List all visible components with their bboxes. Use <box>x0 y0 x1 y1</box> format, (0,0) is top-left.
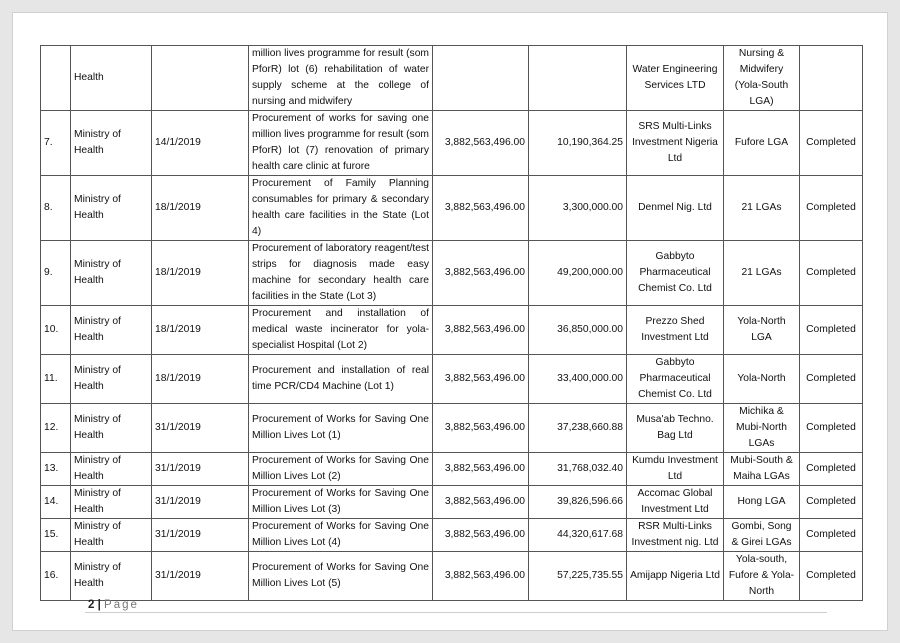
location-cell: Hong LGA <box>724 486 800 519</box>
amount-cell: 10,190,364.25 <box>529 111 627 176</box>
ministry-cell: Ministry of Health <box>71 453 152 486</box>
description-cell: million lives programme for result (som PforR) lot (6) rehabilitation of water supply scheme at the college of nursing and midwifery <box>249 46 433 111</box>
description-cell: Procurement of laboratory reagent/test strips for diagnosis made easy machine for secondary health care facilities in the State (Lot 3) <box>249 241 433 306</box>
table-row <box>41 453 863 486</box>
budget-cell: 3,882,563,496.00 <box>433 355 529 404</box>
date-cell <box>152 46 249 111</box>
contractor-cell: Amijapp Nigeria Ltd <box>627 552 724 601</box>
table-row <box>41 404 863 453</box>
table-body <box>41 46 863 601</box>
ministry-cell: Ministry of Health <box>71 111 152 176</box>
amount-cell: 49,200,000.00 <box>529 241 627 306</box>
ministry-cell: Ministry of Health <box>71 355 152 404</box>
serial-cell <box>41 46 71 111</box>
ministry-cell: Ministry of Health <box>71 519 152 552</box>
description-cell: Procurement of Works for Saving One Million Lives Lot (1) <box>249 404 433 453</box>
date-cell: 31/1/2019 <box>152 552 249 601</box>
serial-cell: 12. <box>41 404 71 453</box>
amount-cell: 57,225,735.55 <box>529 552 627 601</box>
page-number: 2 <box>88 599 95 611</box>
location-cell: 21 LGAs <box>724 176 800 241</box>
table-row <box>41 241 863 306</box>
location-cell: Michika & Mubi-North LGAs <box>724 404 800 453</box>
amount-cell: 36,850,000.00 <box>529 306 627 355</box>
contractor-cell: Water Engineering Services LTD <box>627 46 724 111</box>
serial-cell: 7. <box>41 111 71 176</box>
date-cell: 18/1/2019 <box>152 355 249 404</box>
contractor-cell: SRS Multi-Links Investment Nigeria Ltd <box>627 111 724 176</box>
budget-cell: 3,882,563,496.00 <box>433 404 529 453</box>
ministry-cell: Ministry of Health <box>71 486 152 519</box>
ministry-cell: Ministry of Health <box>71 404 152 453</box>
ministry-cell: Ministry of Health <box>71 176 152 241</box>
table-row <box>41 306 863 355</box>
date-cell: 31/1/2019 <box>152 519 249 552</box>
ministry-cell: Health <box>71 46 152 111</box>
serial-cell: 9. <box>41 241 71 306</box>
location-cell: Gombi, Song & Girei LGAs <box>724 519 800 552</box>
location-cell: Yola-North LGA <box>724 306 800 355</box>
budget-cell: 3,882,563,496.00 <box>433 111 529 176</box>
budget-cell: 3,882,563,496.00 <box>433 552 529 601</box>
description-cell: Procurement of Family Planning consumables for primary & secondary health care facilities in the State (Lot 4) <box>249 176 433 241</box>
serial-cell: 15. <box>41 519 71 552</box>
serial-cell: 13. <box>41 453 71 486</box>
status-cell: Completed <box>800 355 863 404</box>
amount-cell: 3,300,000.00 <box>529 176 627 241</box>
date-cell: 31/1/2019 <box>152 486 249 519</box>
status-cell: Completed <box>800 241 863 306</box>
serial-cell: 11. <box>41 355 71 404</box>
budget-cell: 3,882,563,496.00 <box>433 453 529 486</box>
contractor-cell: Accomac Global Investment Ltd <box>627 486 724 519</box>
status-cell <box>800 46 863 111</box>
serial-cell: 8. <box>41 176 71 241</box>
budget-cell: 3,882,563,496.00 <box>433 306 529 355</box>
footer-separator: | <box>97 599 101 611</box>
description-cell: Procurement of Works for Saving One Million Lives Lot (3) <box>249 486 433 519</box>
description-cell: Procurement of Works for Saving One Million Lives Lot (5) <box>249 552 433 601</box>
location-cell: Yola-North <box>724 355 800 404</box>
page-footer <box>88 599 139 611</box>
location-cell: Mubi-South & Maiha LGAs <box>724 453 800 486</box>
table-row <box>41 176 863 241</box>
amount-cell: 33,400,000.00 <box>529 355 627 404</box>
contractor-cell: Denmel Nig. Ltd <box>627 176 724 241</box>
budget-cell <box>433 46 529 111</box>
status-cell: Completed <box>800 552 863 601</box>
status-cell: Completed <box>800 404 863 453</box>
amount-cell: 39,826,596.66 <box>529 486 627 519</box>
status-cell: Completed <box>800 519 863 552</box>
budget-cell: 3,882,563,496.00 <box>433 241 529 306</box>
description-cell: Procurement of Works for Saving One Million Lives Lot (4) <box>249 519 433 552</box>
serial-cell: 10. <box>41 306 71 355</box>
contractor-cell: Kumdu Investment Ltd <box>627 453 724 486</box>
ministry-cell: Ministry of Health <box>71 306 152 355</box>
date-cell: 18/1/2019 <box>152 306 249 355</box>
contractor-cell: Gabbyto Pharmaceutical Chemist Co. Ltd <box>627 355 724 404</box>
status-cell: Completed <box>800 111 863 176</box>
amount-cell: 31,768,032.40 <box>529 453 627 486</box>
contractor-cell: Musa'ab Techno. Bag Ltd <box>627 404 724 453</box>
ministry-cell: Ministry of Health <box>71 552 152 601</box>
table-row <box>41 552 863 601</box>
date-cell: 14/1/2019 <box>152 111 249 176</box>
table-row <box>41 486 863 519</box>
contracts-table <box>40 45 863 601</box>
table-row <box>41 111 863 176</box>
amount-cell: 37,238,660.88 <box>529 404 627 453</box>
description-cell: Procurement and installation of real time PCR/CD4 Machine (Lot 1) <box>249 355 433 404</box>
budget-cell: 3,882,563,496.00 <box>433 519 529 552</box>
contractor-cell: RSR Multi-Links Investment nig. Ltd <box>627 519 724 552</box>
location-cell: Yola-south, Fufore & Yola-North <box>724 552 800 601</box>
status-cell: Completed <box>800 453 863 486</box>
date-cell: 31/1/2019 <box>152 453 249 486</box>
contractor-cell: Prezzo Shed Investment Ltd <box>627 306 724 355</box>
page-label: Page <box>104 599 139 611</box>
budget-cell: 3,882,563,496.00 <box>433 486 529 519</box>
serial-cell: 14. <box>41 486 71 519</box>
contractor-cell: Gabbyto Pharmaceutical Chemist Co. Ltd <box>627 241 724 306</box>
status-cell: Completed <box>800 306 863 355</box>
amount-cell <box>529 46 627 111</box>
location-cell: Nursing & Midwifery (Yola-South LGA) <box>724 46 800 111</box>
date-cell: 31/1/2019 <box>152 404 249 453</box>
table-row <box>41 519 863 552</box>
description-cell: Procurement and installation of medical waste incinerator for yola-specialist Hospital (Lot 2) <box>249 306 433 355</box>
status-cell: Completed <box>800 486 863 519</box>
location-cell: 21 LGAs <box>724 241 800 306</box>
status-cell: Completed <box>800 176 863 241</box>
description-cell: Procurement of Works for Saving One Million Lives Lot (2) <box>249 453 433 486</box>
serial-cell: 16. <box>41 552 71 601</box>
date-cell: 18/1/2019 <box>152 176 249 241</box>
table-row <box>41 46 863 111</box>
date-cell: 18/1/2019 <box>152 241 249 306</box>
footer-divider <box>85 612 827 613</box>
ministry-cell: Ministry of Health <box>71 241 152 306</box>
document-page <box>12 12 888 631</box>
location-cell: Fufore LGA <box>724 111 800 176</box>
description-cell: Procurement of works for saving one million lives programme for result (som PforR) lot (7) renovation of primary health care clinic at furore <box>249 111 433 176</box>
table-row <box>41 355 863 404</box>
amount-cell: 44,320,617.68 <box>529 519 627 552</box>
budget-cell: 3,882,563,496.00 <box>433 176 529 241</box>
